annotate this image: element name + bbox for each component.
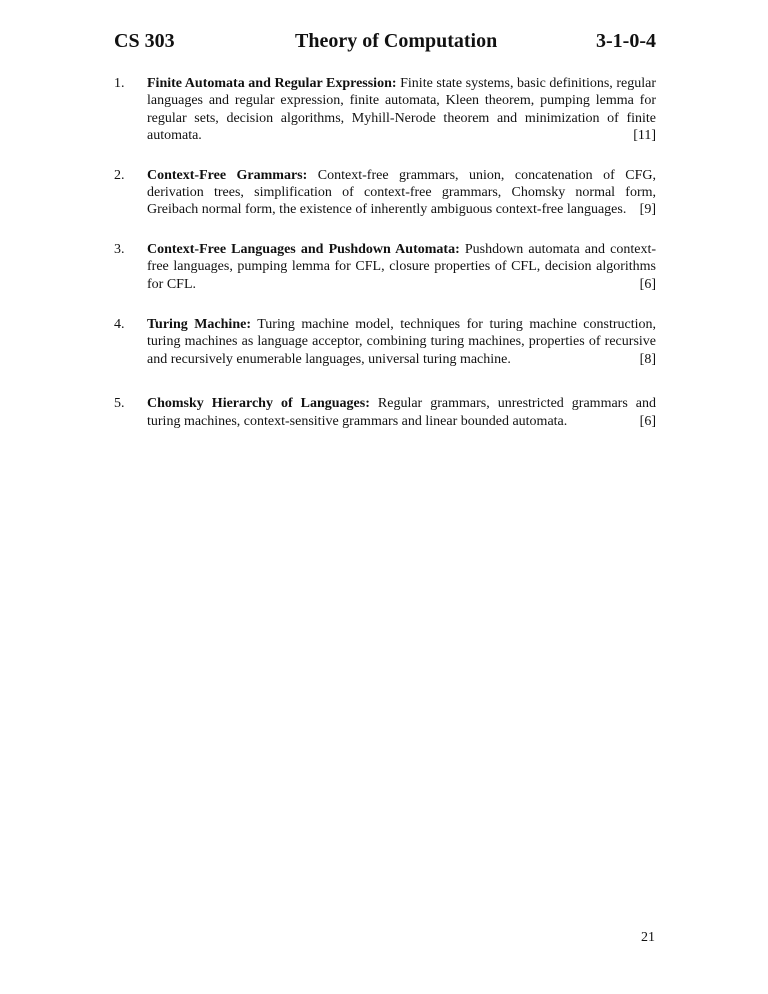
unit-content: Finite state systems, basic definitions, regular languages and regular expression, finite automata, Kleen theorem, pumping lemma for regular sets, decision algorithms, Myhill-Nerode theorem and minimization of finite automata.: [147, 76, 657, 144]
page-number: 21: [641, 930, 655, 945]
unit-2: [114, 167, 656, 219]
unit-hours: [8]: [639, 351, 656, 367]
unit-content: Regular grammars, unrestricted grammars and turing machines, context-sensitive grammars and linear bounded automata.: [147, 396, 657, 429]
unit-3: [114, 241, 656, 293]
unit-content: Context-free grammars, union, concatenation of CFG, derivation trees, simplification of context-free grammars, Chomsky normal form, Greibach normal form, the existence of inherently ambiguous context-free languages.: [147, 167, 657, 218]
unit-heading: Chomsky Hierarchy of Languages:: [147, 396, 370, 412]
unit-heading: Turing Machine:: [147, 317, 251, 333]
unit-1: [114, 75, 656, 145]
unit-number: 1.: [114, 76, 125, 91]
course-title: Theory of Computation: [295, 30, 498, 52]
unit-number: 3.: [114, 241, 125, 257]
unit-hours: [9]: [639, 202, 656, 218]
unit-4: [114, 316, 656, 368]
unit-heading: Finite Automata and Regular Expression:: [147, 76, 397, 91]
unit-number: 2.: [114, 167, 125, 183]
unit-5: [114, 395, 656, 430]
unit-heading: Context-Free Grammars:: [147, 167, 308, 183]
unit-hours: [11]: [633, 128, 656, 144]
unit-number: 5.: [114, 396, 125, 412]
syllabus-units: [114, 75, 656, 452]
unit-hours: [6]: [639, 276, 656, 292]
course-code: CS 303: [114, 30, 175, 52]
unit-heading: Context-Free Languages and Pushdown Automata:: [147, 241, 460, 257]
unit-number: 4.: [114, 317, 125, 333]
course-credits: 3-1-0-4: [596, 30, 656, 52]
unit-content: Turing machine model, techniques for turing machine construction, turing machines as language acceptor, combining turing machines, properties of recursive and recursively enumerable languages, universal turing machine.: [147, 317, 657, 367]
course-header: [114, 30, 656, 54]
unit-content: Pushdown automata and context-free languages, pumping lemma for CFL, closure properties of CFL, decision algorithms for CFL.: [147, 241, 656, 292]
unit-hours: [6]: [639, 413, 656, 429]
